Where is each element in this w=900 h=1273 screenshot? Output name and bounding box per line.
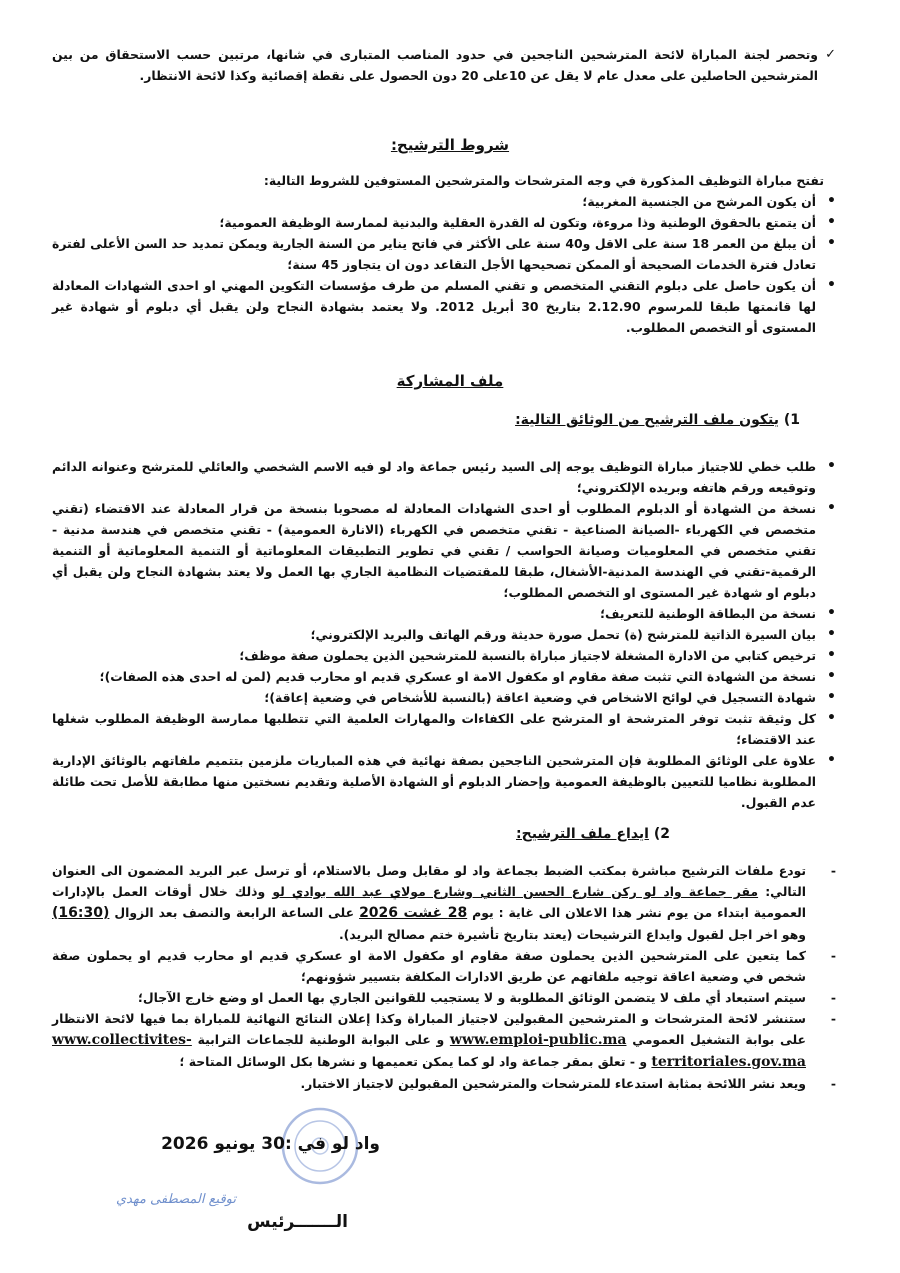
sub-number: 2) xyxy=(653,826,670,842)
documents-list xyxy=(52,456,842,813)
list-item: • نسخة من البطاقة الوطنية للتعريف؛ xyxy=(52,603,842,624)
conditions-lead: تفتح مباراة التوظيف المذكورة في وجه المترشحات والمترشحين المستوفين للشروط التالية: xyxy=(263,173,824,188)
list-item: • أن يتمتع بالحقوق الوطنية وذا مروءة، وتكون له القدرة العقلية والبدنية لممارسة الوظيفة العمومية؛ xyxy=(52,212,842,233)
conditions-list xyxy=(52,191,842,338)
list-item: • علاوة على الوثائق المطلوبة فإن المترشحين الناجحين بصفة نهائية في هذه المباريات ملزمين بتتميم ملفاتهم بالوثائق الإدارية المطلوبة نظاميا للتعيين بالوظيفة العمومية وإحضار الدبلوم أو الشهادة الأصلية وتقديم نسختين منها مطابقة للأصل تحت طائلة عدم القبول. xyxy=(52,750,842,813)
list-item: • أن يكون المرشح من الجنسية المغربية؛ xyxy=(52,191,842,212)
list-item: • ترخيص كتابي من الادارة المشغلة لاجتياز مباراة بالنسبة للمترشحين الذين يحملون صفة موظف؛ xyxy=(52,645,842,666)
collectivites-link[interactable]: www.collectivites-territoriales.gov.ma xyxy=(52,1032,806,1070)
list-item: - كما يتعين على المترشحين الذين يحملون صفة مقاوم او مكفول الامة او عسكري قديم او محارب قديم او يحملون صفة شخص في وضعية اعاقة توجيه ملفاتهم عن طريق الادارات المكلفة بتسيير شؤونهم؛ xyxy=(52,945,842,987)
conditions-section xyxy=(52,170,842,338)
file-subheading-1 xyxy=(515,412,800,428)
emploi-public-link[interactable]: www.emploi-public.ma xyxy=(449,1032,627,1048)
sub-title: يتكون ملف الترشيح من الوثائق التالية: xyxy=(515,412,779,428)
checkmark-icon: ✓ xyxy=(825,47,836,62)
list-item: - سيتم استبعاد أي ملف لا يتضمن الوثائق المطلوبة و لا يستجيب للقوانين الجاري بها العمل او وضع خارج الآجال؛ xyxy=(52,987,842,1008)
sub-title: ايداع ملف الترشيح: xyxy=(516,826,649,842)
deadline-time: (16:30) xyxy=(52,905,110,921)
deadline-date: 28 غشت 2026 xyxy=(359,905,468,921)
file-heading: ملف المشاركة xyxy=(396,372,504,390)
president-title: الـــــــرئيس xyxy=(247,1212,348,1232)
list-item: - تودع ملفات الترشيح مباشرة بمكتب الضبط بجماعة واد لو مقابل وصل بالاستلام، أو ترسل عبر البريد المضمون الى العنوان التالي: مقر جماعة واد لو ركن شارع الحسن الثاني وشارع مولاي عبد الله بوادي لو وذلك خلال أوقات العمل بالإدارات العمومية ابتداء من يوم نشر هذا الاعلان الى غاية : يوم 28 غشت 2026 على الساعة الرابعة والنصف بعد الزوال (16:30) وهو اخر اجل لقبول وايداع الترشيحات (يعتد بتاريخ تأشيرة ختم مصالح البريد). xyxy=(52,860,842,945)
office-address: مقر جماعة واد لو ركن شارع الحسن الثاني وشارع مولاي عبد الله بوادي لو xyxy=(272,884,759,899)
list-item: • نسخة من الشهادة أو الدبلوم المطلوب أو احدى الشهادات المعادلة له مصحوبا بنسخة من قرار المعادلة عند الاقتضاء (تقني متخصص في الكهرباء -الصيانة الصناعية - تقني متخصص في الكهرباء (الانارة العمومية) - تقني متخصص في هندسة مدنية - تقني متخصص في المعلوميات وصيانة الحواسب / تقني في تطوير التطبيقات المعلوماتية أو التنمية المعلوماتية أو التنمية الرقمية-تقني في الهندسة المدنية-الأشغال، طبقا للمقتضيات النظامية الجاري بها العمل ولا يعتد بشهادة النجاح ولن يقبل أي دبلوم او شهادة غير المستوى او التخصص المطلوب؛ xyxy=(52,498,842,603)
sub-number: 1) xyxy=(783,412,800,428)
file-documents-section xyxy=(52,456,842,813)
intro-paragraph xyxy=(52,44,842,86)
list-item: - ويعد نشر اللائحة بمثابة استدعاء للمترشحات والمترشحين المقبولين لاجتياز الاختبار. xyxy=(52,1073,842,1094)
list-item: • نسخة من الشهادة التي تثبت صفة مقاوم او مكفول الامة او عسكري قديم او محارب قديم (لمن له احدى هذه الصفات)؛ xyxy=(52,666,842,687)
list-item: - ستنشر لائحة المترشحات و المترشحين المقبولين لاجتياز المباراة وكذا إعلان النتائج النهائية للمباراة بما فيها لائحة الانتظار على بوابة التشغيل العمومي www.emploi-public.ma و على البوابة الوطنية للجماعات الترابية www.collectivites-territoriales.gov.ma و - تعلق بمقر جماعة واد لو كما يمكن تعميمها و نشرها بكل الوسائل المتاحة ؛ xyxy=(52,1008,842,1073)
deposit-section xyxy=(52,860,842,1094)
list-item: • شهادة التسجيل في لوائح الاشخاص في وضعية اعاقة (بالنسبة للأشخاص في وضعية إعاقة)؛ xyxy=(52,687,842,708)
list-item: • طلب خطي للاجتياز مباراة التوظيف يوجه إلى السيد رئيس جماعة واد لو فيه الاسم الشخصي والعائلي للمترشح وعنوانه الدائم وتوقيعه ورقم هاتفه وبريده الإلكتروني؛ xyxy=(52,456,842,498)
deposit-list xyxy=(52,860,842,1094)
file-subheading-2 xyxy=(516,826,670,842)
list-item: • بيان السيرة الذاتية للمترشح (ة) تحمل صورة حديثة ورقم الهاتف والبريد الإلكتروني؛ xyxy=(52,624,842,645)
list-item: • أن يكون حاصل على دبلوم التقني المتخصص و تقني المسلم من طرف مؤسسات التكوين المهني او احدى الشهادات المعادلة لها قانمتها طبقا للمرسوم 2.12.90 بتاريخ 30 أبريل 2012. ولا يعتمد بشهادة النجاح ولن يقبل أي دبلوم أو شهادة غير المستوى أو التخصص المطلوب. xyxy=(52,275,842,338)
date-line: واد لو في :30 يونيو 2026 xyxy=(161,1134,380,1154)
intro-text: وتحصر لجنة المباراة لائحة المترشحين الناجحين في حدود المناصب المتبارى في شانها، مرتبين حسب الاستحقاق من بين المترشحين الحاصلين على معدل عام لا يقل عن 10على 20 دون الحصول على نقطة إقصائية وكذا لائحة الانتظار. xyxy=(52,47,818,83)
signature: توقيع المصطفى مهدي xyxy=(115,1192,236,1207)
conditions-heading: شروط الترشيح: xyxy=(390,136,510,154)
list-item: • أن يبلغ من العمر 18 سنة على الاقل و40 سنة على الأكثر في فاتح يناير من السنة الجارية ويمكن تمديد حد السن الأعلى لفترة تعادل فترة الخدمات الصحيحة أو الممكن تصحيحها الأجل التقاعد دون ان يتجاوز 45 سنة؛ xyxy=(52,233,842,275)
list-item: • كل وثيقة تثبت توفر المترشحة او المترشح على الكفاءات والمهارات العلمية التي تتطلبها ممارسة الوظيفة المطلوب شغلها عند الاقتضاء؛ xyxy=(52,708,842,750)
